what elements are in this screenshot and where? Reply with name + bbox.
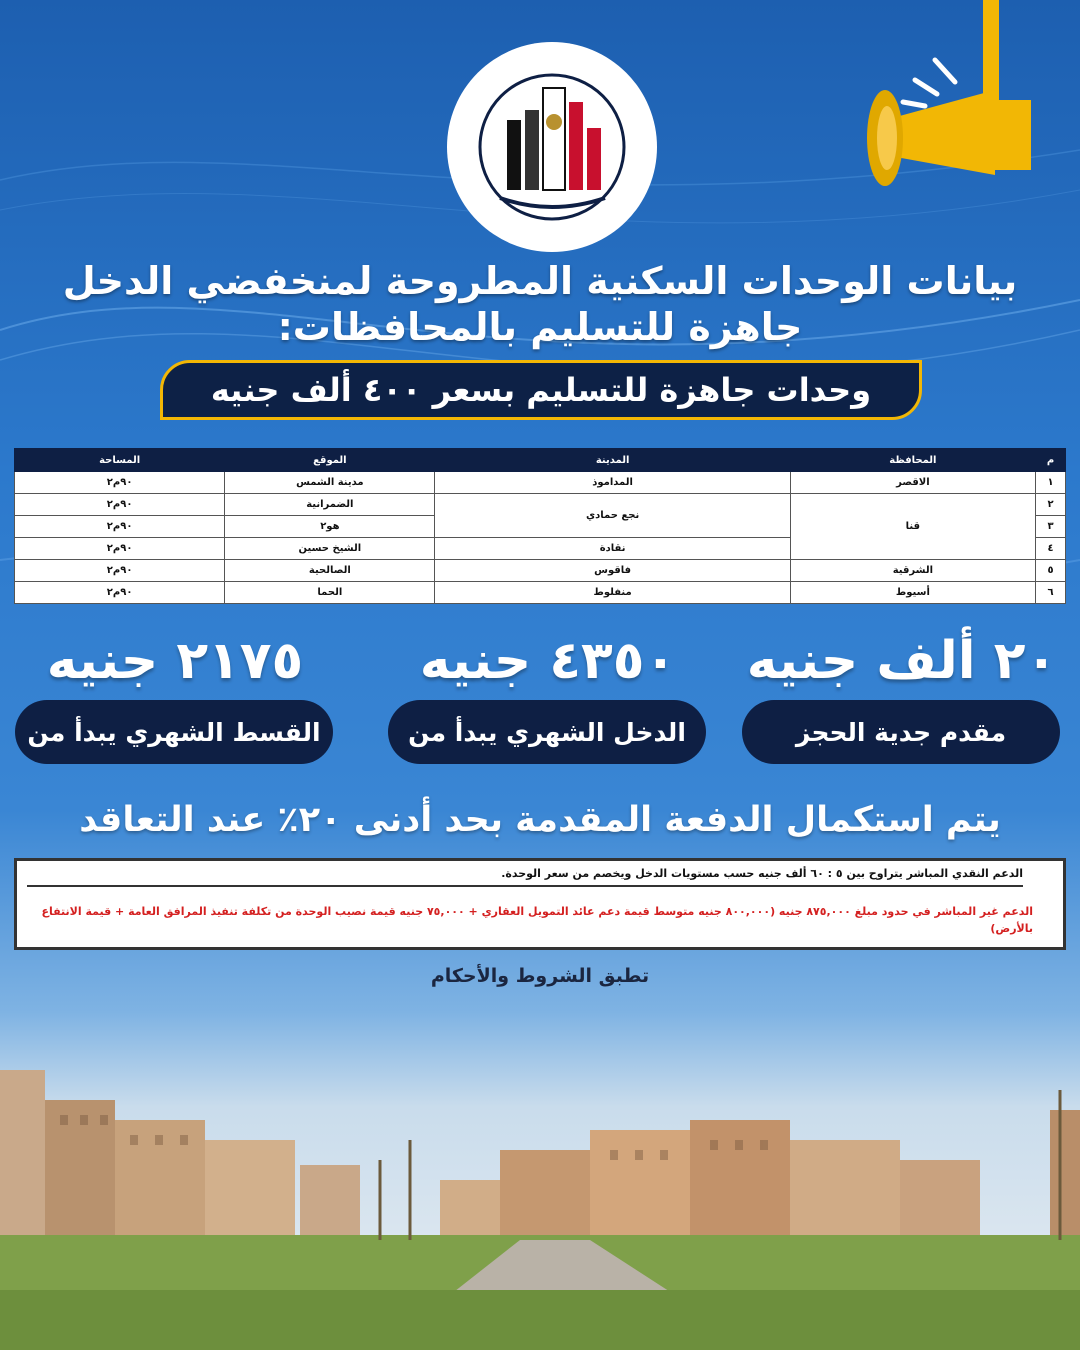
cell-area: ٩٠م٢	[15, 560, 225, 582]
cell-location: مدينة الشمس	[225, 472, 435, 494]
indirect-support-note: الدعم غير المباشر في حدود مبلغ ٨٧٥,٠٠٠ جنيه (٨٠٠,٠٠٠ جنيه متوسط قيمة دعم عائد التمويل العقاري + ٧٥,٠٠٠ جنيه قيمة نصيب الوحدة من تكلفة تنفيذ المرافق العامة + قيمة الانتفاع بالأرض)	[41, 905, 1033, 935]
price-amount: ٤٣٥٠ جنيه	[419, 631, 677, 691]
price-amount: ٢١٧٥ جنيه	[46, 631, 304, 691]
cell-location: الضمرانية	[225, 494, 435, 516]
header-governorate: المحافظة	[790, 449, 1035, 472]
header-number: م	[1035, 449, 1065, 472]
price-block-income	[388, 630, 708, 775]
price-block-reservation	[742, 630, 1062, 775]
headline	[60, 258, 1020, 350]
table-header-row	[15, 449, 1066, 472]
cell-area: ٩٠م٢	[15, 538, 225, 560]
cell-city: منفلوط	[435, 582, 790, 604]
support-notes	[14, 858, 1066, 950]
cell-location: الشيخ حسين	[225, 538, 435, 560]
cell-number: ٦	[1035, 582, 1065, 604]
terms-text: تطبق الشروط والأحكام	[430, 965, 650, 987]
table-row	[15, 560, 1066, 582]
megaphone-icon	[855, 0, 1035, 200]
cell-number: ١	[1035, 472, 1065, 494]
cell-location: هو٢	[225, 516, 435, 538]
headline-line1: بيانات الوحدات السكنية المطروحة لمنخفضي الدخل	[62, 259, 1018, 303]
header-city: المدينة	[435, 449, 790, 472]
price-row	[0, 630, 1080, 775]
table-row	[15, 582, 1066, 604]
price-label: مقدم جدية الحجز	[742, 700, 1060, 764]
cell-location: الحما	[225, 582, 435, 604]
housing-scene-image	[0, 990, 1080, 1350]
price-amount: ٢٠ ألف جنيه	[746, 631, 1058, 691]
price-block-installment	[15, 630, 335, 775]
fund-logo	[445, 40, 660, 255]
cell-number: ٣	[1035, 516, 1065, 538]
header-location: الموقع	[225, 449, 435, 472]
header-area: المساحة	[15, 449, 225, 472]
units-table	[14, 448, 1066, 604]
price-ribbon: وحدات جاهزة للتسليم بسعر ٤٠٠ ألف جنيه	[160, 360, 922, 420]
headline-line2: جاهزة للتسليم بالمحافظات:	[277, 305, 803, 349]
cell-governorate: أسيوط	[790, 582, 1035, 604]
cell-governorate: الاقصر	[790, 472, 1035, 494]
cell-city: نقادة	[435, 538, 790, 560]
cell-number: ٢	[1035, 494, 1065, 516]
price-label: الدخل الشهري يبدأ من	[388, 700, 706, 764]
cell-number: ٥	[1035, 560, 1065, 582]
table-row	[15, 494, 1066, 516]
cell-area: ٩٠م٢	[15, 494, 225, 516]
cell-city: نجع حمادي	[435, 494, 790, 538]
cell-area: ٩٠م٢	[15, 472, 225, 494]
table-row	[15, 472, 1066, 494]
cell-governorate: قنا	[790, 494, 1035, 560]
cell-area: ٩٠م٢	[15, 582, 225, 604]
price-label: القسط الشهري يبدأ من	[15, 700, 333, 764]
completion-text: يتم استكمال الدفعة المقدمة بحد أدنى ٢٠٪ عند التعاقد	[79, 800, 1001, 840]
cell-city: فاقوس	[435, 560, 790, 582]
cell-city: المداموذ	[435, 472, 790, 494]
cell-number: ٤	[1035, 538, 1065, 560]
cell-area: ٩٠م٢	[15, 516, 225, 538]
direct-support-note: الدعم النقدي المباشر يتراوح بين ٥ : ٦٠ ألف جنيه حسب مستويات الدخل ويخصم من سعر الوحدة.	[27, 867, 1023, 887]
cell-governorate: الشرقية	[790, 560, 1035, 582]
cell-location: الصالحية	[225, 560, 435, 582]
